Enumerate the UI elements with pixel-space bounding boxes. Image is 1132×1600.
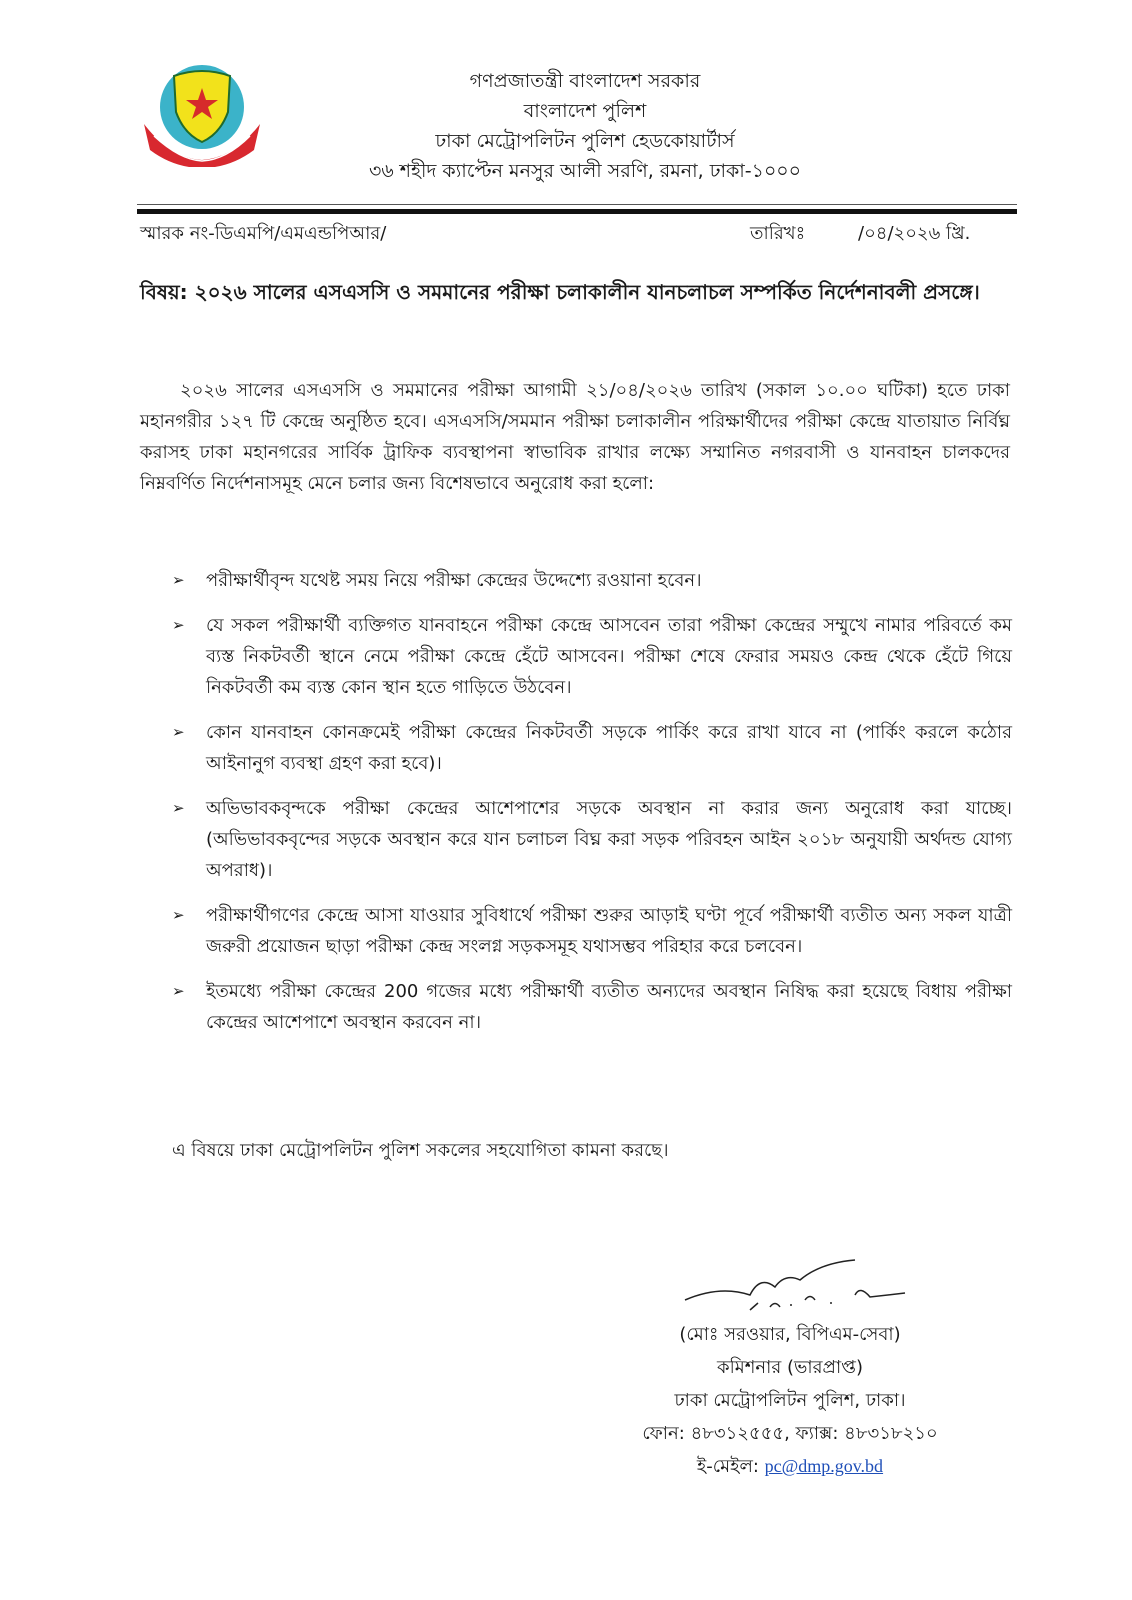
date-value: /০৪/২০২৬ খ্রি.: [858, 223, 971, 244]
email-line: [590, 1450, 990, 1483]
phone-label: ফোন:: [642, 1423, 685, 1444]
signatory-name: (মোঃ সরওয়ার, বিপিএম-সেবা): [679, 1324, 901, 1345]
header-divider-thin: [137, 204, 1017, 205]
arrow-bullet-icon: ➢: [172, 982, 185, 1000]
list-item: [172, 717, 1012, 779]
fax-label: ফ্যাক্স:: [795, 1423, 839, 1444]
instruction-text: পরীক্ষার্থীবৃন্দ যথেষ্ট সময় নিয়ে পরীক্ষা কেন্দ্রের উদ্দেশ্যে রওয়ানা হবেন।: [206, 570, 702, 591]
instruction-text: ইতমধ্যে পরীক্ষা কেন্দ্রের 200 গজের মধ্যে পরীক্ষার্থী ব্যতীত অন্যদের অবস্থান নিষিদ্ধ করা হয়েছে বিধায় পরীক্ষা কেন্দ্রের আশেপাশে অবস্থান করবেন না।: [206, 981, 1012, 1033]
header-divider: [137, 209, 1017, 214]
instruction-text: যে সকল পরীক্ষার্থী ব্যক্তিগত যানবাহনে পরীক্ষা কেন্দ্রে আসবেন তারা পরীক্ষা কেন্দ্রের সম্মুখে নামার পরিবর্তে কম ব্যস্ত নিকটবর্তী স্থানে নেমে পরীক্ষা কেন্দ্রে হেঁটে আসবেন। পরীক্ষা শেষে ফেরার সময়ও কেন্দ্র থেকে হেঁটে গিয়ে নিকটবর্তী কম ব্যস্ত কোন স্থান হতে গাড়িতে উঠবেন।: [206, 615, 1012, 698]
letterhead: [300, 66, 870, 186]
list-item: [172, 565, 1012, 596]
instruction-text: অভিভাবকবৃন্দকে পরীক্ষা কেন্দ্রের আশেপাশের সড়কে অবস্থান না করার জন্য অনুরোধ করা যাচ্ছে। (অভিভাবকবৃন্দের সড়কে অবস্থান করে যান চলাচল বিঘ্ন করা সড়ক পরিবহন আইন ২০১৮ অনুযায়ী অর্থদন্ড যোগ্য অপরাধ)।: [206, 798, 1012, 881]
instruction-text: কোন যানবাহন কোনক্রমেই পরীক্ষা কেন্দ্রের নিকটবর্তী সড়কে পার্কিং করে রাখা যাবে না (পার্কিং করলে কঠোর আইনানুগ ব্যবস্থা গ্রহণ করা হবে)।: [206, 722, 1012, 774]
arrow-bullet-icon: ➢: [172, 616, 185, 634]
intro-paragraph: ২০২৬ সালের এসএসসি ও সমমানের পরীক্ষা আগামী ২১/০৪/২০২৬ তারিখ (সকাল ১০.০০ ঘটিকা) হতে ঢাকা মহানগরীর ১২৭ টি কেন্দ্রে অনুষ্ঠিত হবে। এসএসসি/সমমান পরীক্ষা চলাকালীন পরিক্ষার্থীদের পরীক্ষা কেন্দ্রে যাতায়াত নির্বিঘ্ন করাসহ ঢাকা মহানগরের সার্বিক ট্রাফিক ব্যবস্থাপনা স্বাভাবিক রাখার লক্ষ্যে সম্মানিত নগরবাসী ও যানবাহন চালকদের নিম্নবর্ণিত নির্দেশনাসমূহ মেনে চলার জন্য বিশেষভাবে অনুরোধ করা হলো:: [140, 380, 1010, 494]
fax-number: ৪৮৩১৮২১০: [844, 1423, 938, 1444]
instruction-list: [172, 565, 1012, 1052]
arrow-bullet-icon: ➢: [172, 571, 185, 589]
list-item: [172, 610, 1012, 703]
list-item: [172, 793, 1012, 886]
memo-number: স্মারক নং-ডিএমপি/এমএন্ডপিআর/: [140, 223, 387, 244]
date-label: তারিখঃ: [750, 223, 806, 244]
hq-address: ৩৬ শহীদ ক্যাপ্টেন মনসুর আলী সরণি, রমনা, ঢাকা-১০০০: [368, 160, 802, 182]
hq-title: ঢাকা মেট্রোপলিটন পুলিশ হেডকোয়ার্টার্স: [435, 130, 735, 152]
arrow-bullet-icon: ➢: [172, 906, 185, 924]
subject-line: বিষয়: ২০২৬ সালের এসএসসি ও সমমানের পরীক্ষা চলাকালীন যানচলাচল সম্পর্কিত নির্দেশনাবলী প্রসঙ্গে।: [140, 280, 980, 304]
police-title: বাংলাদেশ পুলিশ: [523, 100, 647, 122]
phone-number: ৪৮৩১২৫৫৫: [690, 1423, 785, 1444]
contact-line: ফোন: ৪৮৩১২৫৫৫, ফ্যাক্স: ৪৮৩১৮২১০: [642, 1423, 938, 1444]
email-link[interactable]: pc@dmp.gov.bd: [764, 1456, 884, 1476]
dmp-emblem-icon: [140, 62, 265, 167]
list-item: [172, 976, 1012, 1038]
closing-line: এ বিষয়ে ঢাকা মেট্রোপলিটন পুলিশ সকলের সহযোগিতা কামনা করছে।: [172, 1140, 669, 1161]
arrow-bullet-icon: ➢: [172, 723, 185, 741]
signatory-designation: কমিশনার (ভারপ্রাপ্ত): [716, 1357, 863, 1378]
signatory-office: ঢাকা মেট্রোপলিটন পুলিশ, ঢাকা।: [674, 1390, 906, 1411]
govt-title: গণপ্রজাতন্ত্রী বাংলাদেশ সরকার: [469, 70, 701, 92]
signature-icon: [680, 1255, 920, 1315]
email-label: ই-মেইল:: [696, 1456, 759, 1477]
instruction-text: পরীক্ষার্থীগণের কেন্দ্রে আসা যাওয়ার সুবিধার্থে পরীক্ষা শুরুর আড়াই ঘণ্টা পূর্বে পরীক্ষার্থী ব্যতীত অন্য সকল যাত্রী জরুরী প্রয়োজন ছাড়া পরীক্ষা কেন্দ্র সংলগ্ন সড়কসমূহ যথাসম্ভব পরিহার করে চলবেন।: [206, 905, 1012, 957]
signature-block: [590, 1318, 990, 1483]
arrow-bullet-icon: ➢: [172, 799, 185, 817]
list-item: [172, 900, 1012, 962]
